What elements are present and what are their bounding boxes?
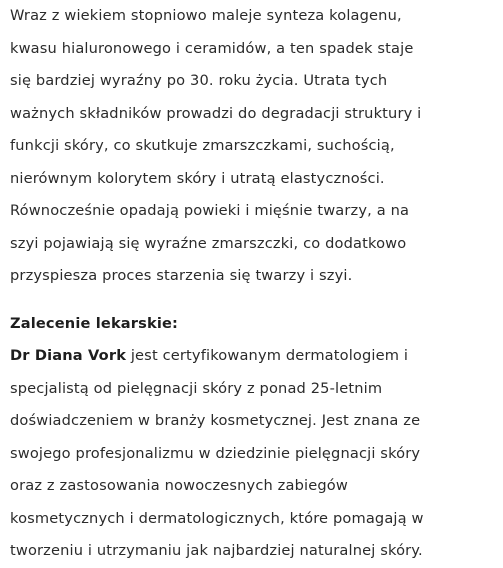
article-body	[10, 0, 503, 568]
text-line: kwasu hialuronowego i ceramidów, a ten spadek staje	[10, 39, 414, 57]
section-heading: Zalecenie lekarskie:	[10, 314, 179, 332]
text-line: doświadczeniem w branży kosmetycznej. Jest znana ze	[10, 412, 421, 429]
text-fragment: jest certyfikowanym dermatologiem i	[126, 347, 409, 364]
paragraph-gap	[10, 293, 503, 308]
text-line: szyi pojawiają się wyraźne zmarszczki, co dodatkowo	[10, 234, 407, 252]
text-line: nierównym kolorytem skóry i utratą elastyczności.	[10, 169, 385, 187]
text-line: przyspiesza proces starzenia się twarzy i szyi.	[10, 267, 353, 284]
text-line: ważnych składników prowadzi do degradacji struktury i	[10, 104, 422, 122]
text-line	[10, 340, 503, 373]
text-line: Równocześnie opadają powieki i mięśnie twarzy, a na	[10, 202, 410, 219]
text-line: funkcji skóry, co skutkuje zmarszczkami, suchością,	[10, 137, 395, 154]
doctor-name: Dr Diana Vork	[10, 347, 127, 364]
text-line: specjalistą od pielęgnacji skóry z ponad 25-letnim	[10, 379, 383, 397]
text-line: Wraz z wiekiem stopniowo maleje synteza kolagenu,	[10, 7, 402, 24]
recommendation-section	[10, 308, 503, 568]
text-line: się bardziej wyraźny po 30. roku życia. Utrata tych	[10, 72, 388, 89]
text-line: oraz z zastosowania nowoczesnych zabiegów	[10, 477, 348, 494]
intro-paragraph	[10, 0, 503, 293]
text-line: swojego profesjonalizmu w dziedzinie pielęgnacji skóry	[10, 444, 421, 462]
text-line: kosmetycznych i dermatologicznych, które pomagają w	[10, 509, 424, 527]
text-line: tworzeniu i utrzymaniu jak najbardziej naturalnej skóry.	[10, 542, 423, 559]
